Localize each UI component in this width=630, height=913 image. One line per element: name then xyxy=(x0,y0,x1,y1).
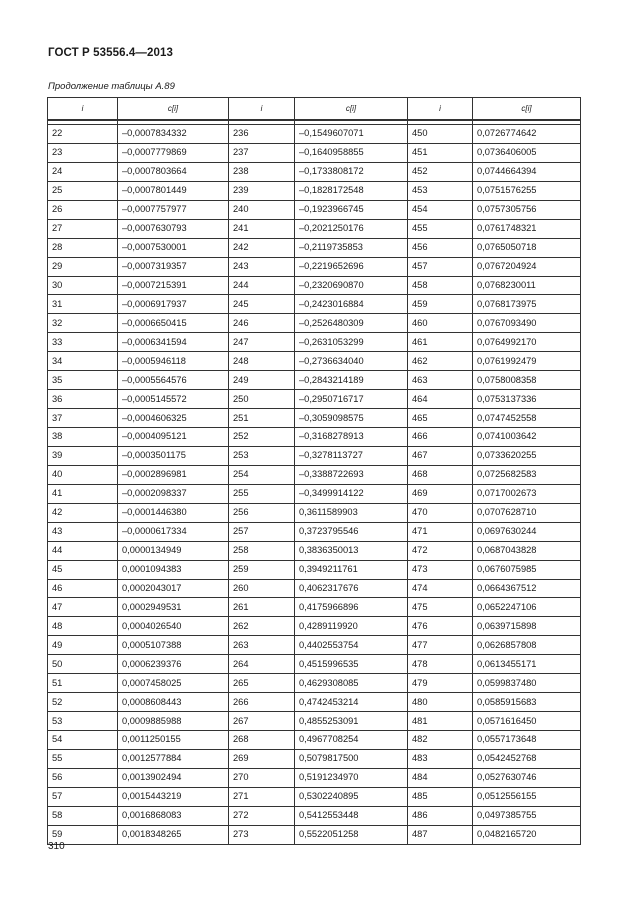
index-cell: 472 xyxy=(408,541,473,560)
index-cell: 269 xyxy=(229,749,295,768)
index-cell: 454 xyxy=(408,200,473,219)
index-cell: 246 xyxy=(229,314,295,333)
coefficient-cell: –0,2219652696 xyxy=(295,257,408,276)
coefficient-cell: 0,0018348265 xyxy=(118,825,229,844)
index-cell: 473 xyxy=(408,560,473,579)
table-row xyxy=(48,655,581,674)
table-row xyxy=(48,522,581,541)
index-cell: 33 xyxy=(48,333,118,352)
coefficient-cell: –0,2950716717 xyxy=(295,390,408,409)
index-cell: 474 xyxy=(408,579,473,598)
index-cell: 244 xyxy=(229,276,295,295)
coefficient-cell: 0,5079817500 xyxy=(295,749,408,768)
coefficient-cell: 0,0639715898 xyxy=(473,617,581,636)
index-cell: 468 xyxy=(408,465,473,484)
index-cell: 268 xyxy=(229,731,295,750)
index-cell: 30 xyxy=(48,276,118,295)
table-body xyxy=(48,120,581,844)
coefficient-cell: –0,3059098575 xyxy=(295,409,408,428)
coefficient-cell: 0,4855253091 xyxy=(295,712,408,731)
coefficient-cell: 0,0482165720 xyxy=(473,825,581,844)
coefficient-cell: 0,0767093490 xyxy=(473,314,581,333)
coefficient-cell: –0,3168278913 xyxy=(295,428,408,447)
column-header-i-2: i xyxy=(229,98,295,121)
index-cell: 263 xyxy=(229,636,295,655)
index-cell: 55 xyxy=(48,749,118,768)
coefficient-cell: 0,0753137336 xyxy=(473,390,581,409)
index-cell: 453 xyxy=(408,181,473,200)
coefficient-cell: 0,5412553448 xyxy=(295,806,408,825)
index-cell: 469 xyxy=(408,484,473,503)
index-cell: 37 xyxy=(48,409,118,428)
table-row xyxy=(48,409,581,428)
coefficient-cell: 0,5522051258 xyxy=(295,825,408,844)
coefficient-cell: –0,2631053299 xyxy=(295,333,408,352)
coefficient-cell: 0,0001094383 xyxy=(118,560,229,579)
coefficient-cell: 0,0000134949 xyxy=(118,541,229,560)
index-cell: 487 xyxy=(408,825,473,844)
index-cell: 45 xyxy=(48,560,118,579)
coefficient-cell: 0,0687043828 xyxy=(473,541,581,560)
index-cell: 38 xyxy=(48,428,118,447)
index-cell: 258 xyxy=(229,541,295,560)
index-cell: 46 xyxy=(48,579,118,598)
coefficient-cell: 0,0585915683 xyxy=(473,693,581,712)
index-cell: 253 xyxy=(229,446,295,465)
coefficient-cell: 0,0697630244 xyxy=(473,522,581,541)
index-cell: 49 xyxy=(48,636,118,655)
column-header-i-3: i xyxy=(408,98,473,121)
coefficient-cell: –0,3499914122 xyxy=(295,484,408,503)
index-cell: 484 xyxy=(408,768,473,787)
index-cell: 272 xyxy=(229,806,295,825)
table-row xyxy=(48,484,581,503)
index-cell: 48 xyxy=(48,617,118,636)
table-row xyxy=(48,768,581,787)
table-row xyxy=(48,219,581,238)
index-cell: 28 xyxy=(48,238,118,257)
index-cell: 257 xyxy=(229,522,295,541)
index-cell: 24 xyxy=(48,162,118,181)
coefficient-cell: 0,3836350013 xyxy=(295,541,408,560)
index-cell: 53 xyxy=(48,712,118,731)
index-cell: 478 xyxy=(408,655,473,674)
table-row xyxy=(48,143,581,162)
coefficient-cell: 0,0512556155 xyxy=(473,787,581,806)
coefficient-cell: –0,2021250176 xyxy=(295,219,408,238)
table-row xyxy=(48,825,581,844)
coefficient-cell: 0,0011250155 xyxy=(118,731,229,750)
index-cell: 32 xyxy=(48,314,118,333)
table-row xyxy=(48,731,581,750)
index-cell: 240 xyxy=(229,200,295,219)
index-cell: 59 xyxy=(48,825,118,844)
index-cell: 456 xyxy=(408,238,473,257)
column-header-ci-3: c[i] xyxy=(473,98,581,121)
coefficient-cell: –0,0007757977 xyxy=(118,200,229,219)
index-cell: 249 xyxy=(229,371,295,390)
coefficient-cell: –0,2119735853 xyxy=(295,238,408,257)
index-cell: 22 xyxy=(48,125,118,144)
coefficient-cell: 0,0599837480 xyxy=(473,674,581,693)
table-caption: Продолжение таблицы А.89 xyxy=(48,81,175,92)
coefficient-cell: –0,0004095121 xyxy=(118,428,229,447)
coefficient-cell: 0,0768230011 xyxy=(473,276,581,295)
index-cell: 251 xyxy=(229,409,295,428)
index-cell: 52 xyxy=(48,693,118,712)
coefficient-cell: –0,0001446380 xyxy=(118,503,229,522)
table-row xyxy=(48,295,581,314)
coefficient-cell: –0,0006341594 xyxy=(118,333,229,352)
coefficient-cell: 0,4742453214 xyxy=(295,693,408,712)
coefficient-cell: 0,0758008358 xyxy=(473,371,581,390)
table-row xyxy=(48,674,581,693)
index-cell: 458 xyxy=(408,276,473,295)
index-cell: 39 xyxy=(48,446,118,465)
index-cell: 479 xyxy=(408,674,473,693)
index-cell: 47 xyxy=(48,598,118,617)
table-row xyxy=(48,162,581,181)
table-row xyxy=(48,541,581,560)
table-row xyxy=(48,806,581,825)
coefficient-cell: –0,1549607071 xyxy=(295,125,408,144)
coefficients-table xyxy=(47,97,581,845)
coefficient-cell: 0,4062317676 xyxy=(295,579,408,598)
coefficient-cell: –0,0005145572 xyxy=(118,390,229,409)
coefficient-cell: –0,0005564576 xyxy=(118,371,229,390)
index-cell: 476 xyxy=(408,617,473,636)
index-cell: 465 xyxy=(408,409,473,428)
table-row xyxy=(48,390,581,409)
table-row xyxy=(48,352,581,371)
coefficient-cell: 0,5191234970 xyxy=(295,768,408,787)
coefficient-cell: 0,4175966896 xyxy=(295,598,408,617)
coefficient-cell: 0,0726774642 xyxy=(473,125,581,144)
index-cell: 267 xyxy=(229,712,295,731)
index-cell: 463 xyxy=(408,371,473,390)
coefficient-cell: 0,3949211761 xyxy=(295,560,408,579)
coefficient-cell: –0,2736634040 xyxy=(295,352,408,371)
coefficient-cell: –0,0007834332 xyxy=(118,125,229,144)
index-cell: 480 xyxy=(408,693,473,712)
index-cell: 485 xyxy=(408,787,473,806)
coefficient-cell: 0,0765050718 xyxy=(473,238,581,257)
index-cell: 238 xyxy=(229,162,295,181)
table-row xyxy=(48,712,581,731)
coefficient-cell: –0,0007215391 xyxy=(118,276,229,295)
index-cell: 41 xyxy=(48,484,118,503)
coefficient-cell: 0,0006239376 xyxy=(118,655,229,674)
coefficient-cell: 0,0527630746 xyxy=(473,768,581,787)
coefficient-cell: –0,3388722693 xyxy=(295,465,408,484)
table-row xyxy=(48,276,581,295)
coefficient-cell: 0,4402553754 xyxy=(295,636,408,655)
index-cell: 44 xyxy=(48,541,118,560)
index-cell: 471 xyxy=(408,522,473,541)
coefficient-cell: 0,0761992479 xyxy=(473,352,581,371)
coefficient-cell: –0,0002896981 xyxy=(118,465,229,484)
coefficient-cell: 0,4629308085 xyxy=(295,674,408,693)
coefficient-cell: 0,0007458025 xyxy=(118,674,229,693)
coefficient-cell: –0,2843214189 xyxy=(295,371,408,390)
coefficient-cell: 0,4515996535 xyxy=(295,655,408,674)
index-cell: 51 xyxy=(48,674,118,693)
index-cell: 457 xyxy=(408,257,473,276)
coefficient-cell: –0,1733808172 xyxy=(295,162,408,181)
coefficient-cell: 0,0725682583 xyxy=(473,465,581,484)
coefficient-cell: 0,0497385755 xyxy=(473,806,581,825)
coefficient-cell: 0,0571616450 xyxy=(473,712,581,731)
coefficient-cell: –0,0002098337 xyxy=(118,484,229,503)
coefficient-cell: –0,0006917937 xyxy=(118,295,229,314)
coefficient-cell: –0,0006650415 xyxy=(118,314,229,333)
index-cell: 36 xyxy=(48,390,118,409)
index-cell: 42 xyxy=(48,503,118,522)
table-row xyxy=(48,125,581,144)
index-cell: 483 xyxy=(408,749,473,768)
index-cell: 262 xyxy=(229,617,295,636)
index-cell: 29 xyxy=(48,257,118,276)
coefficient-cell: 0,0751576255 xyxy=(473,181,581,200)
index-cell: 467 xyxy=(408,446,473,465)
index-cell: 31 xyxy=(48,295,118,314)
coefficient-cell: 0,0626857808 xyxy=(473,636,581,655)
index-cell: 34 xyxy=(48,352,118,371)
index-cell: 264 xyxy=(229,655,295,674)
coefficient-cell: –0,2320690870 xyxy=(295,276,408,295)
coefficient-cell: –0,0005946118 xyxy=(118,352,229,371)
coefficient-cell: 0,0542452768 xyxy=(473,749,581,768)
index-cell: 470 xyxy=(408,503,473,522)
index-cell: 23 xyxy=(48,143,118,162)
table-row xyxy=(48,749,581,768)
coefficient-cell: 0,0736406005 xyxy=(473,143,581,162)
index-cell: 245 xyxy=(229,295,295,314)
coefficient-cell: 0,3611589903 xyxy=(295,503,408,522)
coefficient-cell: 0,0747452558 xyxy=(473,409,581,428)
column-header-i-1: i xyxy=(48,98,118,121)
index-cell: 50 xyxy=(48,655,118,674)
index-cell: 464 xyxy=(408,390,473,409)
index-cell: 25 xyxy=(48,181,118,200)
coefficient-cell: –0,3278113727 xyxy=(295,446,408,465)
index-cell: 482 xyxy=(408,731,473,750)
index-cell: 239 xyxy=(229,181,295,200)
index-cell: 475 xyxy=(408,598,473,617)
coefficient-cell: 0,0013902494 xyxy=(118,768,229,787)
coefficient-cell: –0,0007319357 xyxy=(118,257,229,276)
coefficient-cell: 0,4289119920 xyxy=(295,617,408,636)
index-cell: 26 xyxy=(48,200,118,219)
table-row xyxy=(48,579,581,598)
table-row xyxy=(48,238,581,257)
index-cell: 54 xyxy=(48,731,118,750)
column-header-ci-1: c[i] xyxy=(118,98,229,121)
index-cell: 450 xyxy=(408,125,473,144)
index-cell: 241 xyxy=(229,219,295,238)
index-cell: 255 xyxy=(229,484,295,503)
coefficient-cell: 0,0652247106 xyxy=(473,598,581,617)
coefficient-cell: 0,0768173975 xyxy=(473,295,581,314)
index-cell: 247 xyxy=(229,333,295,352)
table-row xyxy=(48,333,581,352)
index-cell: 451 xyxy=(408,143,473,162)
table-row xyxy=(48,200,581,219)
table-row xyxy=(48,446,581,465)
index-cell: 462 xyxy=(408,352,473,371)
coefficient-cell: –0,1828172548 xyxy=(295,181,408,200)
coefficient-cell: 0,0005107388 xyxy=(118,636,229,655)
table-row xyxy=(48,787,581,806)
index-cell: 459 xyxy=(408,295,473,314)
index-cell: 252 xyxy=(229,428,295,447)
table-row xyxy=(48,465,581,484)
coefficient-cell: 0,0557173648 xyxy=(473,731,581,750)
coefficient-cell: 0,3723795546 xyxy=(295,522,408,541)
table-row xyxy=(48,371,581,390)
coefficient-cell: 0,0767204924 xyxy=(473,257,581,276)
coefficient-cell: 0,0015443219 xyxy=(118,787,229,806)
coefficient-cell: –0,0007630793 xyxy=(118,219,229,238)
coefficient-cell: –0,0003501175 xyxy=(118,446,229,465)
table-row xyxy=(48,636,581,655)
document-id-header: ГОСТ Р 53556.4—2013 xyxy=(48,47,173,59)
coefficient-cell: 0,0744664394 xyxy=(473,162,581,181)
coefficient-cell: 0,0764992170 xyxy=(473,333,581,352)
coefficient-cell: 0,5302240895 xyxy=(295,787,408,806)
index-cell: 243 xyxy=(229,257,295,276)
index-cell: 261 xyxy=(229,598,295,617)
index-cell: 266 xyxy=(229,693,295,712)
table-row xyxy=(48,693,581,712)
index-cell: 466 xyxy=(408,428,473,447)
index-cell: 35 xyxy=(48,371,118,390)
coefficient-cell: 0,0761748321 xyxy=(473,219,581,238)
index-cell: 250 xyxy=(229,390,295,409)
index-cell: 273 xyxy=(229,825,295,844)
index-cell: 265 xyxy=(229,674,295,693)
coefficient-cell: –0,0007801449 xyxy=(118,181,229,200)
coefficient-cell: –0,0007803664 xyxy=(118,162,229,181)
coefficient-cell: 0,0004026540 xyxy=(118,617,229,636)
index-cell: 40 xyxy=(48,465,118,484)
index-cell: 259 xyxy=(229,560,295,579)
index-cell: 486 xyxy=(408,806,473,825)
coefficient-cell: 0,0676075985 xyxy=(473,560,581,579)
index-cell: 481 xyxy=(408,712,473,731)
index-cell: 455 xyxy=(408,219,473,238)
table-header-row xyxy=(48,98,581,121)
index-cell: 58 xyxy=(48,806,118,825)
coefficient-cell: 0,0016868083 xyxy=(118,806,229,825)
table-row xyxy=(48,560,581,579)
index-cell: 477 xyxy=(408,636,473,655)
index-cell: 27 xyxy=(48,219,118,238)
coefficient-cell: 0,0002949531 xyxy=(118,598,229,617)
coefficient-cell: –0,1640958855 xyxy=(295,143,408,162)
index-cell: 460 xyxy=(408,314,473,333)
index-cell: 57 xyxy=(48,787,118,806)
column-header-ci-2: c[i] xyxy=(295,98,408,121)
index-cell: 248 xyxy=(229,352,295,371)
index-cell: 270 xyxy=(229,768,295,787)
table-row xyxy=(48,503,581,522)
coefficient-cell: –0,0007530001 xyxy=(118,238,229,257)
index-cell: 56 xyxy=(48,768,118,787)
table-row xyxy=(48,181,581,200)
coefficient-cell: 0,0613455171 xyxy=(473,655,581,674)
coefficient-cell: 0,0008608443 xyxy=(118,693,229,712)
index-cell: 254 xyxy=(229,465,295,484)
index-cell: 271 xyxy=(229,787,295,806)
coefficient-cell: 0,0717002673 xyxy=(473,484,581,503)
table-row xyxy=(48,257,581,276)
coefficient-cell: 0,0012577884 xyxy=(118,749,229,768)
table-row xyxy=(48,617,581,636)
coefficient-cell: 0,0002043017 xyxy=(118,579,229,598)
coefficient-cell: 0,0009885988 xyxy=(118,712,229,731)
coefficient-cell: –0,1923966745 xyxy=(295,200,408,219)
index-cell: 242 xyxy=(229,238,295,257)
coefficient-cell: 0,4967708254 xyxy=(295,731,408,750)
coefficient-cell: –0,0007779869 xyxy=(118,143,229,162)
table-row xyxy=(48,428,581,447)
coefficient-cell: 0,0741003642 xyxy=(473,428,581,447)
table-row xyxy=(48,314,581,333)
index-cell: 237 xyxy=(229,143,295,162)
table-row xyxy=(48,598,581,617)
coefficient-cell: –0,2526480309 xyxy=(295,314,408,333)
coefficient-cell: –0,0004606325 xyxy=(118,409,229,428)
coefficient-cell: 0,0707628710 xyxy=(473,503,581,522)
page-number: 310 xyxy=(48,841,65,852)
coefficient-cell: –0,0000617334 xyxy=(118,522,229,541)
coefficient-cell: 0,0757305756 xyxy=(473,200,581,219)
coefficient-cell: –0,2423016884 xyxy=(295,295,408,314)
index-cell: 461 xyxy=(408,333,473,352)
index-cell: 260 xyxy=(229,579,295,598)
index-cell: 43 xyxy=(48,522,118,541)
index-cell: 236 xyxy=(229,125,295,144)
coefficient-cell: 0,0733620255 xyxy=(473,446,581,465)
index-cell: 452 xyxy=(408,162,473,181)
index-cell: 256 xyxy=(229,503,295,522)
coefficient-cell: 0,0664367512 xyxy=(473,579,581,598)
